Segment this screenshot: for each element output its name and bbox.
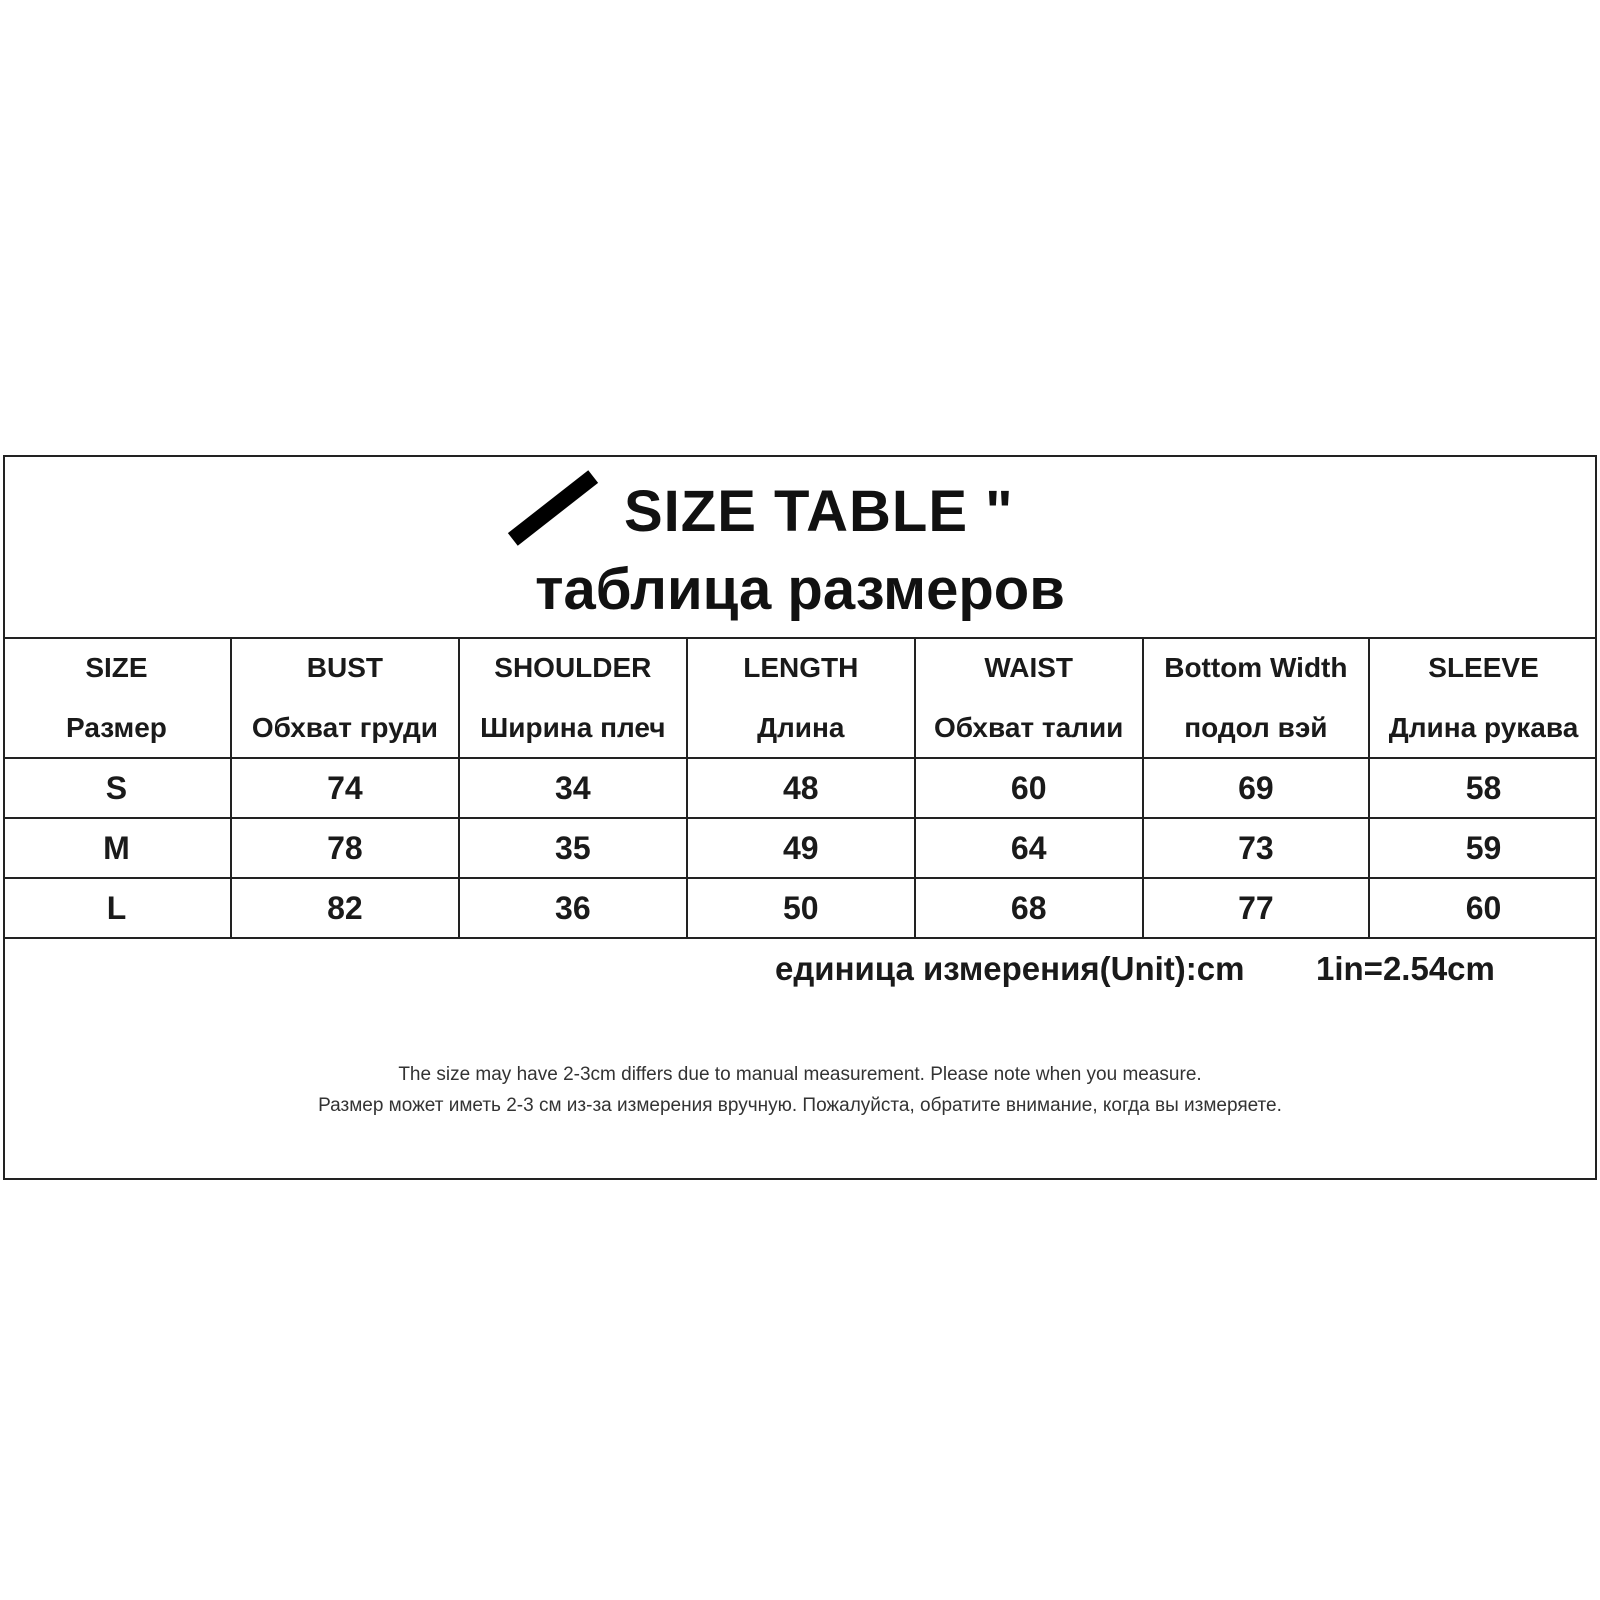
header-bust: BUST Обхват груди bbox=[231, 638, 459, 758]
cell-bottom-width: 77 bbox=[1143, 878, 1369, 938]
cell-sleeve: 59 bbox=[1369, 818, 1597, 878]
header-length: LENGTH Длина bbox=[687, 638, 915, 758]
table-row bbox=[3, 878, 1597, 938]
header-sleeve: SLEEVE Длина рукава bbox=[1369, 638, 1597, 758]
cell-bust: 82 bbox=[231, 878, 459, 938]
cell-waist: 64 bbox=[915, 818, 1143, 878]
header-shoulder: SHOULDER Ширина плеч bbox=[459, 638, 687, 758]
table-row bbox=[3, 758, 1597, 818]
cell-sleeve: 58 bbox=[1369, 758, 1597, 818]
cell-shoulder: 35 bbox=[459, 818, 687, 878]
unit-label: единица измерения(Unit):cm bbox=[775, 950, 1245, 987]
cell-bust: 78 bbox=[231, 818, 459, 878]
cell-shoulder: 36 bbox=[459, 878, 687, 938]
cell-length: 50 bbox=[687, 878, 915, 938]
cell-waist: 68 bbox=[915, 878, 1143, 938]
header-waist: WAIST Обхват талии bbox=[915, 638, 1143, 758]
header-bottom-width: Bottom Width подол вэй bbox=[1143, 638, 1369, 758]
title-english: SIZE TABLE " bbox=[624, 479, 1014, 544]
cell-bottom-width: 73 bbox=[1143, 818, 1369, 878]
cell-size: L bbox=[3, 878, 231, 938]
header-size: SIZE Размер bbox=[3, 638, 231, 758]
table-row bbox=[3, 818, 1597, 878]
cell-sleeve: 60 bbox=[1369, 878, 1597, 938]
cell-length: 49 bbox=[687, 818, 915, 878]
unit-conversion: 1in=2.54cm bbox=[1316, 950, 1495, 987]
disclaimer-english: The size may have 2-3cm differs due to manual measurement. Please note when you measure. bbox=[398, 1064, 1202, 1085]
cell-waist: 60 bbox=[915, 758, 1143, 818]
header-row bbox=[3, 638, 1597, 758]
cell-shoulder: 34 bbox=[459, 758, 687, 818]
disclaimer-russian: Размер может иметь 2-3 см из-за измерения вручную. Пожалуйста, обратите внимание, когда вы измеряете. bbox=[318, 1095, 1282, 1116]
cell-size: S bbox=[3, 758, 231, 818]
size-table bbox=[3, 637, 1597, 939]
title-russian: таблица размеров bbox=[535, 557, 1065, 622]
cell-bust: 74 bbox=[231, 758, 459, 818]
cell-length: 48 bbox=[687, 758, 915, 818]
cell-bottom-width: 69 bbox=[1143, 758, 1369, 818]
cell-size: M bbox=[3, 818, 231, 878]
